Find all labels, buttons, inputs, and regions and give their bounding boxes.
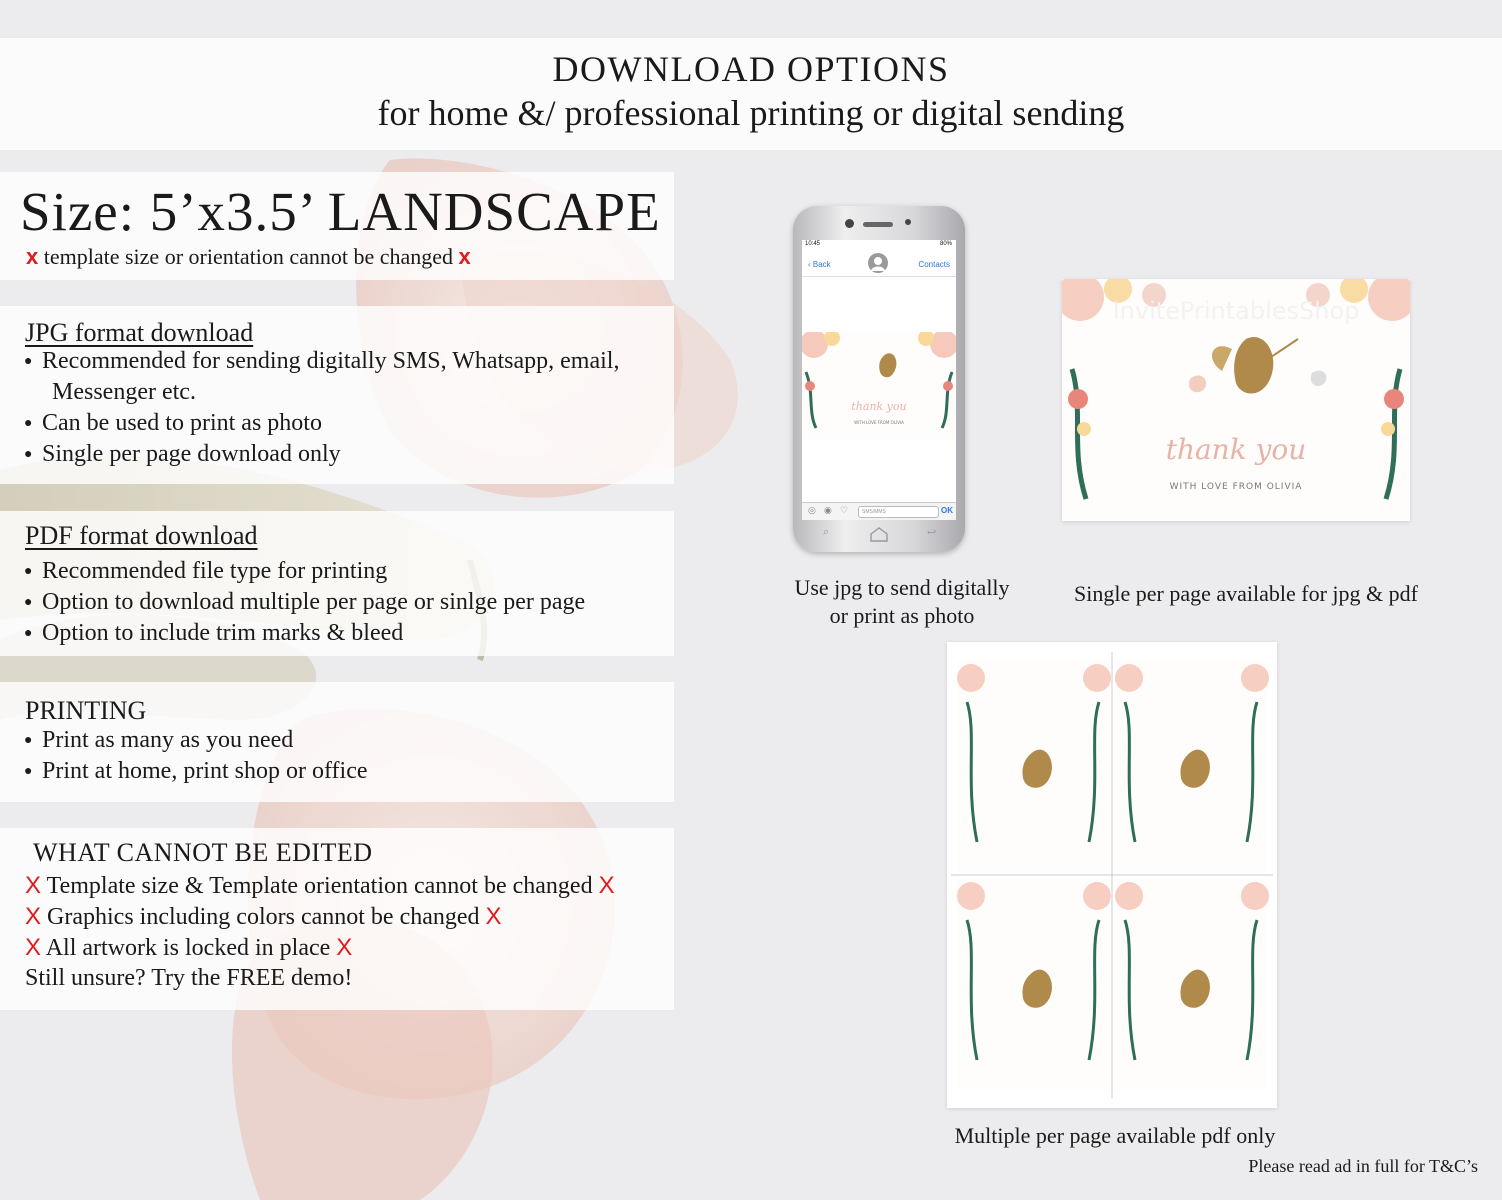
card-quadrant [957,878,1111,1090]
sms-input[interactable]: SMS/MMS [858,506,939,518]
printing-panel [0,682,674,802]
bullet-icon: ● [24,416,33,431]
terms-note: Please read ad in full for T&C’s [1248,1156,1478,1176]
list-item: ● Option to download multiple per page or sinlge per page [24,589,586,615]
avatar [868,253,888,273]
card-tagline: WITH LOVE FROM OLIVIA [854,420,904,425]
sheet-artwork [947,642,1277,1108]
list-item: ● Option to include trim marks & bleed [24,620,404,646]
send-button[interactable]: OK [941,506,953,515]
person-icon [868,253,888,273]
list-item: X All artwork is locked in place X [25,934,353,961]
camera-icon [845,219,854,228]
bullet-icon: ● [24,764,33,779]
x-mark-icon: X [25,872,42,899]
phone-nav-bar [802,250,956,277]
bullet-icon: ● [24,595,33,610]
x-mark-icon: X [598,872,615,899]
sensor-icon [905,219,911,225]
list-item: ● Single per page download only [24,441,341,467]
list-item: X Graphics including colors cannot be changed X [25,903,502,930]
x-mark-icon: x [26,244,39,269]
size-note [26,244,471,270]
card-quadrant [1115,878,1269,1090]
list-item: ● Recommended for sending digitally SMS, Whatsapp, email, [24,348,620,374]
size-panel [0,172,674,280]
multi-card-sheet [947,642,1277,1108]
bullet-icon: ● [24,354,33,369]
watermark-text: InvitePrintablesShop [1112,297,1360,325]
home-icon[interactable] [869,526,889,542]
card-quadrant [1115,660,1269,872]
cannot-edit-heading: WHAT CANNOT BE EDITED [33,838,373,867]
x-mark-icon: X [25,934,42,961]
phone-speaker [863,222,893,227]
card-quadrant [957,660,1111,872]
jpg-panel [0,306,674,484]
apps-button-icon[interactable]: ◉ [824,505,832,515]
phone-mockup [793,206,965,552]
list-item: ● Print as many as you need [24,727,294,753]
card-thumbnail [802,332,956,440]
message-input-bar [802,502,956,520]
list-item: Messenger etc. [52,379,196,405]
bullet-icon: ● [24,626,33,641]
back-arrow-icon[interactable]: ↩ [927,527,937,539]
size-title: Size: 5’x3.5’ LANDSCAPE [20,181,661,242]
single-card-preview [1062,279,1410,521]
heart-icon[interactable]: ♡ [840,505,849,515]
search-icon[interactable]: ⌕ [823,526,830,538]
bullet-icon: ● [24,733,33,748]
header-band [0,38,1502,150]
jpg-heading: JPG format download [25,318,254,347]
card-script-text: thank you [851,400,907,413]
back-link[interactable]: ‹ Back [808,260,831,269]
camera-button-icon[interactable]: ◎ [808,505,816,515]
list-item: ● Can be used to print as photo [24,410,322,436]
phone-caption: Use jpg to send digitally or print as photo [794,575,1010,628]
size-note-text: template size or orientation cannot be changed [43,244,454,269]
contacts-link[interactable]: Contacts [918,260,950,269]
page-subtitle: for home &/ professional printing or digital sending [377,93,1125,133]
phone-time: 10:45 [805,241,821,247]
list-item: ● Print at home, print shop or office [24,758,368,784]
pdf-panel [0,511,674,656]
x-mark-icon: X [485,903,502,930]
bullet-icon: ● [24,447,33,462]
list-item: ● Recommended file type for printing [24,558,388,584]
single-caption: Single per page available for jpg & pdf [1074,581,1418,606]
card-artwork [1062,279,1410,521]
pdf-heading: PDF format download [25,521,258,550]
demo-note: Still unsure? Try the FREE demo! [25,965,353,991]
x-mark-icon: X [336,934,353,961]
multiple-caption: Multiple per page available pdf only [954,1123,1276,1148]
list-item: X Template size & Template orientation cannot be changed X [25,872,615,899]
bullet-icon: ● [24,564,33,579]
card-tagline: WITH LOVE FROM OLIVIA [1169,482,1303,492]
x-mark-icon: x [458,244,471,269]
printing-heading: PRINTING [25,696,147,725]
cannot-edit-panel [0,828,674,1010]
phone-battery: 80% [939,241,952,247]
x-mark-icon: X [25,903,42,930]
phone-screen [802,240,956,520]
phone-status-bar [802,240,956,250]
page-title: DOWNLOAD OPTIONS [552,49,950,89]
card-script-text: thank you [1165,433,1307,466]
